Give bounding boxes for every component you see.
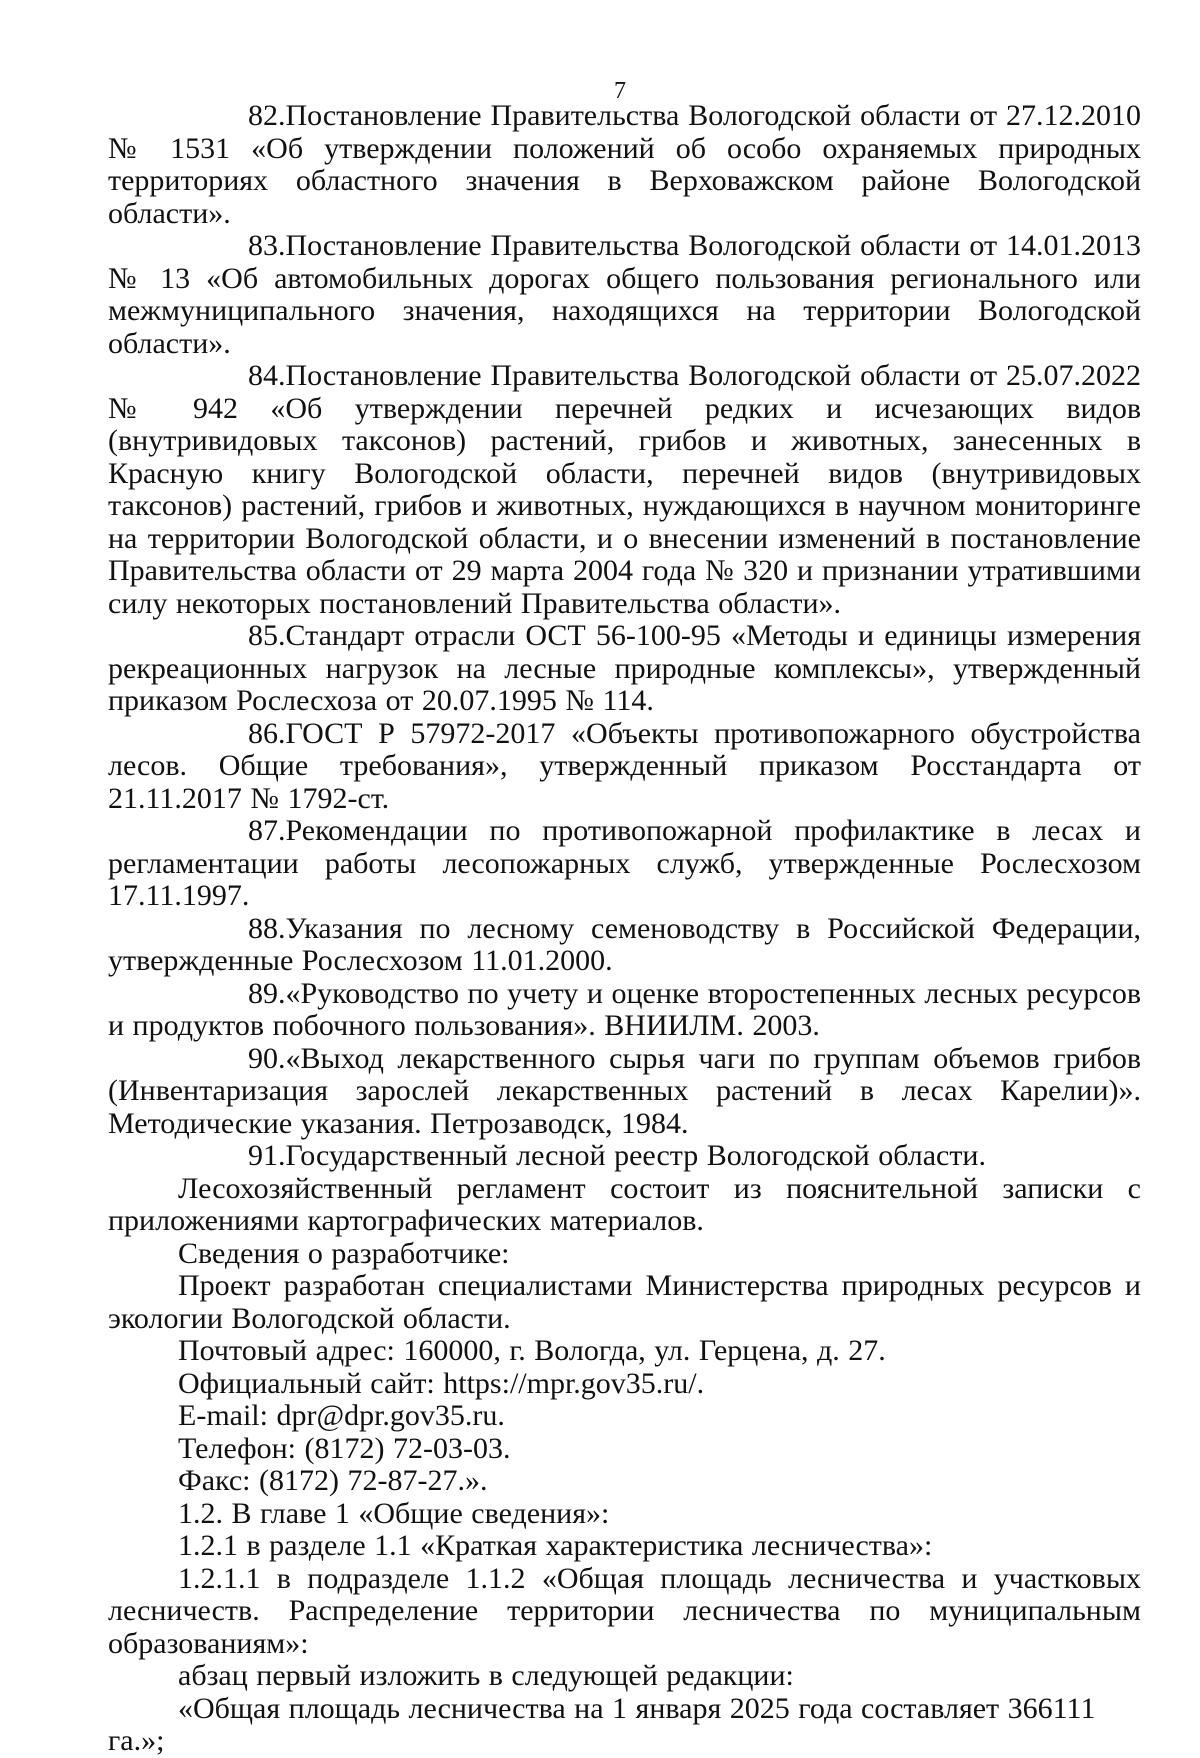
list-item-83	[108, 230, 1141, 360]
document-body	[108, 100, 1141, 1758]
item-text: Указания по лесному семеноводству в Российской Федерации, утвержденные Рослесхозом 11.01.2000.	[108, 911, 1141, 977]
official-site: Официальный сайт: https://mpr.gov35.ru/.	[178, 1366, 705, 1400]
item-number: 85.	[248, 619, 286, 652]
list-item-90	[108, 1043, 1141, 1141]
item-text: Постановление Правительства Вологодской области от 25.07.2022 № 942 «Об утверждении перечней редких и исчезающих видов (внутривидовых таксонов) растений, грибов и животных, занесенных в Красную книгу Вологодской области, перечней видов (внутривидовых таксонов) растений, грибов и животных, нуждающихся в научном мониторинге на территории Вологодской области, и о внесении изменений в постановление Правительства области от 29 марта 2004 года № 320 и признании утратившими силу некоторых постановлений Правительства области».	[108, 359, 1141, 620]
item-number: 82.	[248, 99, 286, 132]
email-line: E-mail: dpr@dpr.gov35.ru.	[178, 1399, 505, 1432]
clause-1-2: 1.2. В главе 1 «Общие сведения»:	[178, 1496, 610, 1530]
list-item-82	[108, 100, 1141, 230]
clause-1-2-1: 1.2.1 в разделе 1.1 «Краткая характеристика лесничества»:	[178, 1529, 933, 1562]
list-item-88	[108, 913, 1141, 978]
developer-project-paragraph: Проект разработан специалистами Министерства природных ресурсов и экологии Вологодской области.	[108, 1269, 1141, 1335]
developer-heading: Сведения о разработчике:	[178, 1236, 510, 1270]
item-text: Рекомендации по противопожарной профилактике в лесах и регламентации работы лесопожарных служб, утвержденные Рослесхозом 17.11.1997.	[108, 814, 1141, 912]
list-item-91	[108, 1140, 1141, 1173]
item-number: 83.	[248, 229, 286, 262]
item-number: 90.	[248, 1041, 286, 1075]
item-text: «Выход лекарственного сырья чаги по группам объемов грибов (Инвентаризация зарослей лекарственных растений в лесах Карелии)». Методические указания. Петрозаводск, 1984.	[108, 1041, 1141, 1140]
item-text: ГОСТ Р 57972-2017 «Объекты противопожарного обустройства лесов. Общие требования», утвержденный приказом Росстандарта от 21.11.2017 № 1792-ст.	[108, 716, 1141, 815]
list-item-89	[108, 978, 1141, 1043]
item-text: Стандарт отрасли ОСТ 56-100-95 «Методы и единицы измерения рекреационных нагрузок на лесные природные комплексы», утвержденный приказом Рослесхоза от 20.07.1995 № 114.	[108, 619, 1141, 717]
clause-1-2-1-1: 1.2.1.1 в подразделе 1.1.2 «Общая площадь лесничества и участковых лесничеств. Распределение территории лесничества по муниципальным образованиям»:	[108, 1561, 1141, 1660]
item-number: 84.	[248, 359, 286, 392]
item-number: 91.	[248, 1139, 286, 1172]
page-number: 7	[614, 78, 626, 104]
reglament-paragraph: Лесохозяйственный регламент состоит из пояснительной записки с приложениями картографических материалов.	[108, 1171, 1141, 1237]
item-number: 86.	[248, 716, 286, 750]
item-text: «Руководство по учету и оценке второстепенных лесных ресурсов и продуктов побочного пользования». ВНИИЛМ. 2003.	[108, 976, 1141, 1042]
new-wording-quote: «Общая площадь лесничества на 1 января 2025 года составляет 366111 га.»;	[108, 1691, 1096, 1757]
item-text: Постановление Правительства Вологодской области от 27.12.2010 № 1531 «Об утверждении положений об особо охраняемых природных территориях областного значения в Верховажском районе Вологодской области».	[108, 99, 1141, 230]
item-number: 88.	[248, 911, 286, 945]
item-number: 87.	[248, 814, 286, 847]
item-number: 89.	[248, 976, 286, 1010]
first-paragraph-instruction: абзац первый изложить в следующей редакции:	[178, 1659, 794, 1692]
list-item-86	[108, 718, 1141, 816]
list-item-84	[108, 360, 1141, 620]
item-text: Постановление Правительства Вологодской области от 14.01.2013 № 13 «Об автомобильных дорогах общего пользования регионального или межмуниципального значения, находящихся на территории Вологодской области».	[108, 229, 1141, 360]
phone-line: Телефон: (8172) 72-03-03.	[178, 1431, 511, 1465]
list-item-87	[108, 815, 1141, 913]
item-text: Государственный лесной реестр Вологодской области.	[285, 1139, 986, 1172]
postal-address: Почтовый адрес: 160000, г. Вологда, ул. Герцена, д. 27.	[178, 1334, 886, 1367]
list-item-85	[108, 620, 1141, 718]
fax-line: Факс: (8172) 72-87-27.».	[178, 1464, 488, 1497]
